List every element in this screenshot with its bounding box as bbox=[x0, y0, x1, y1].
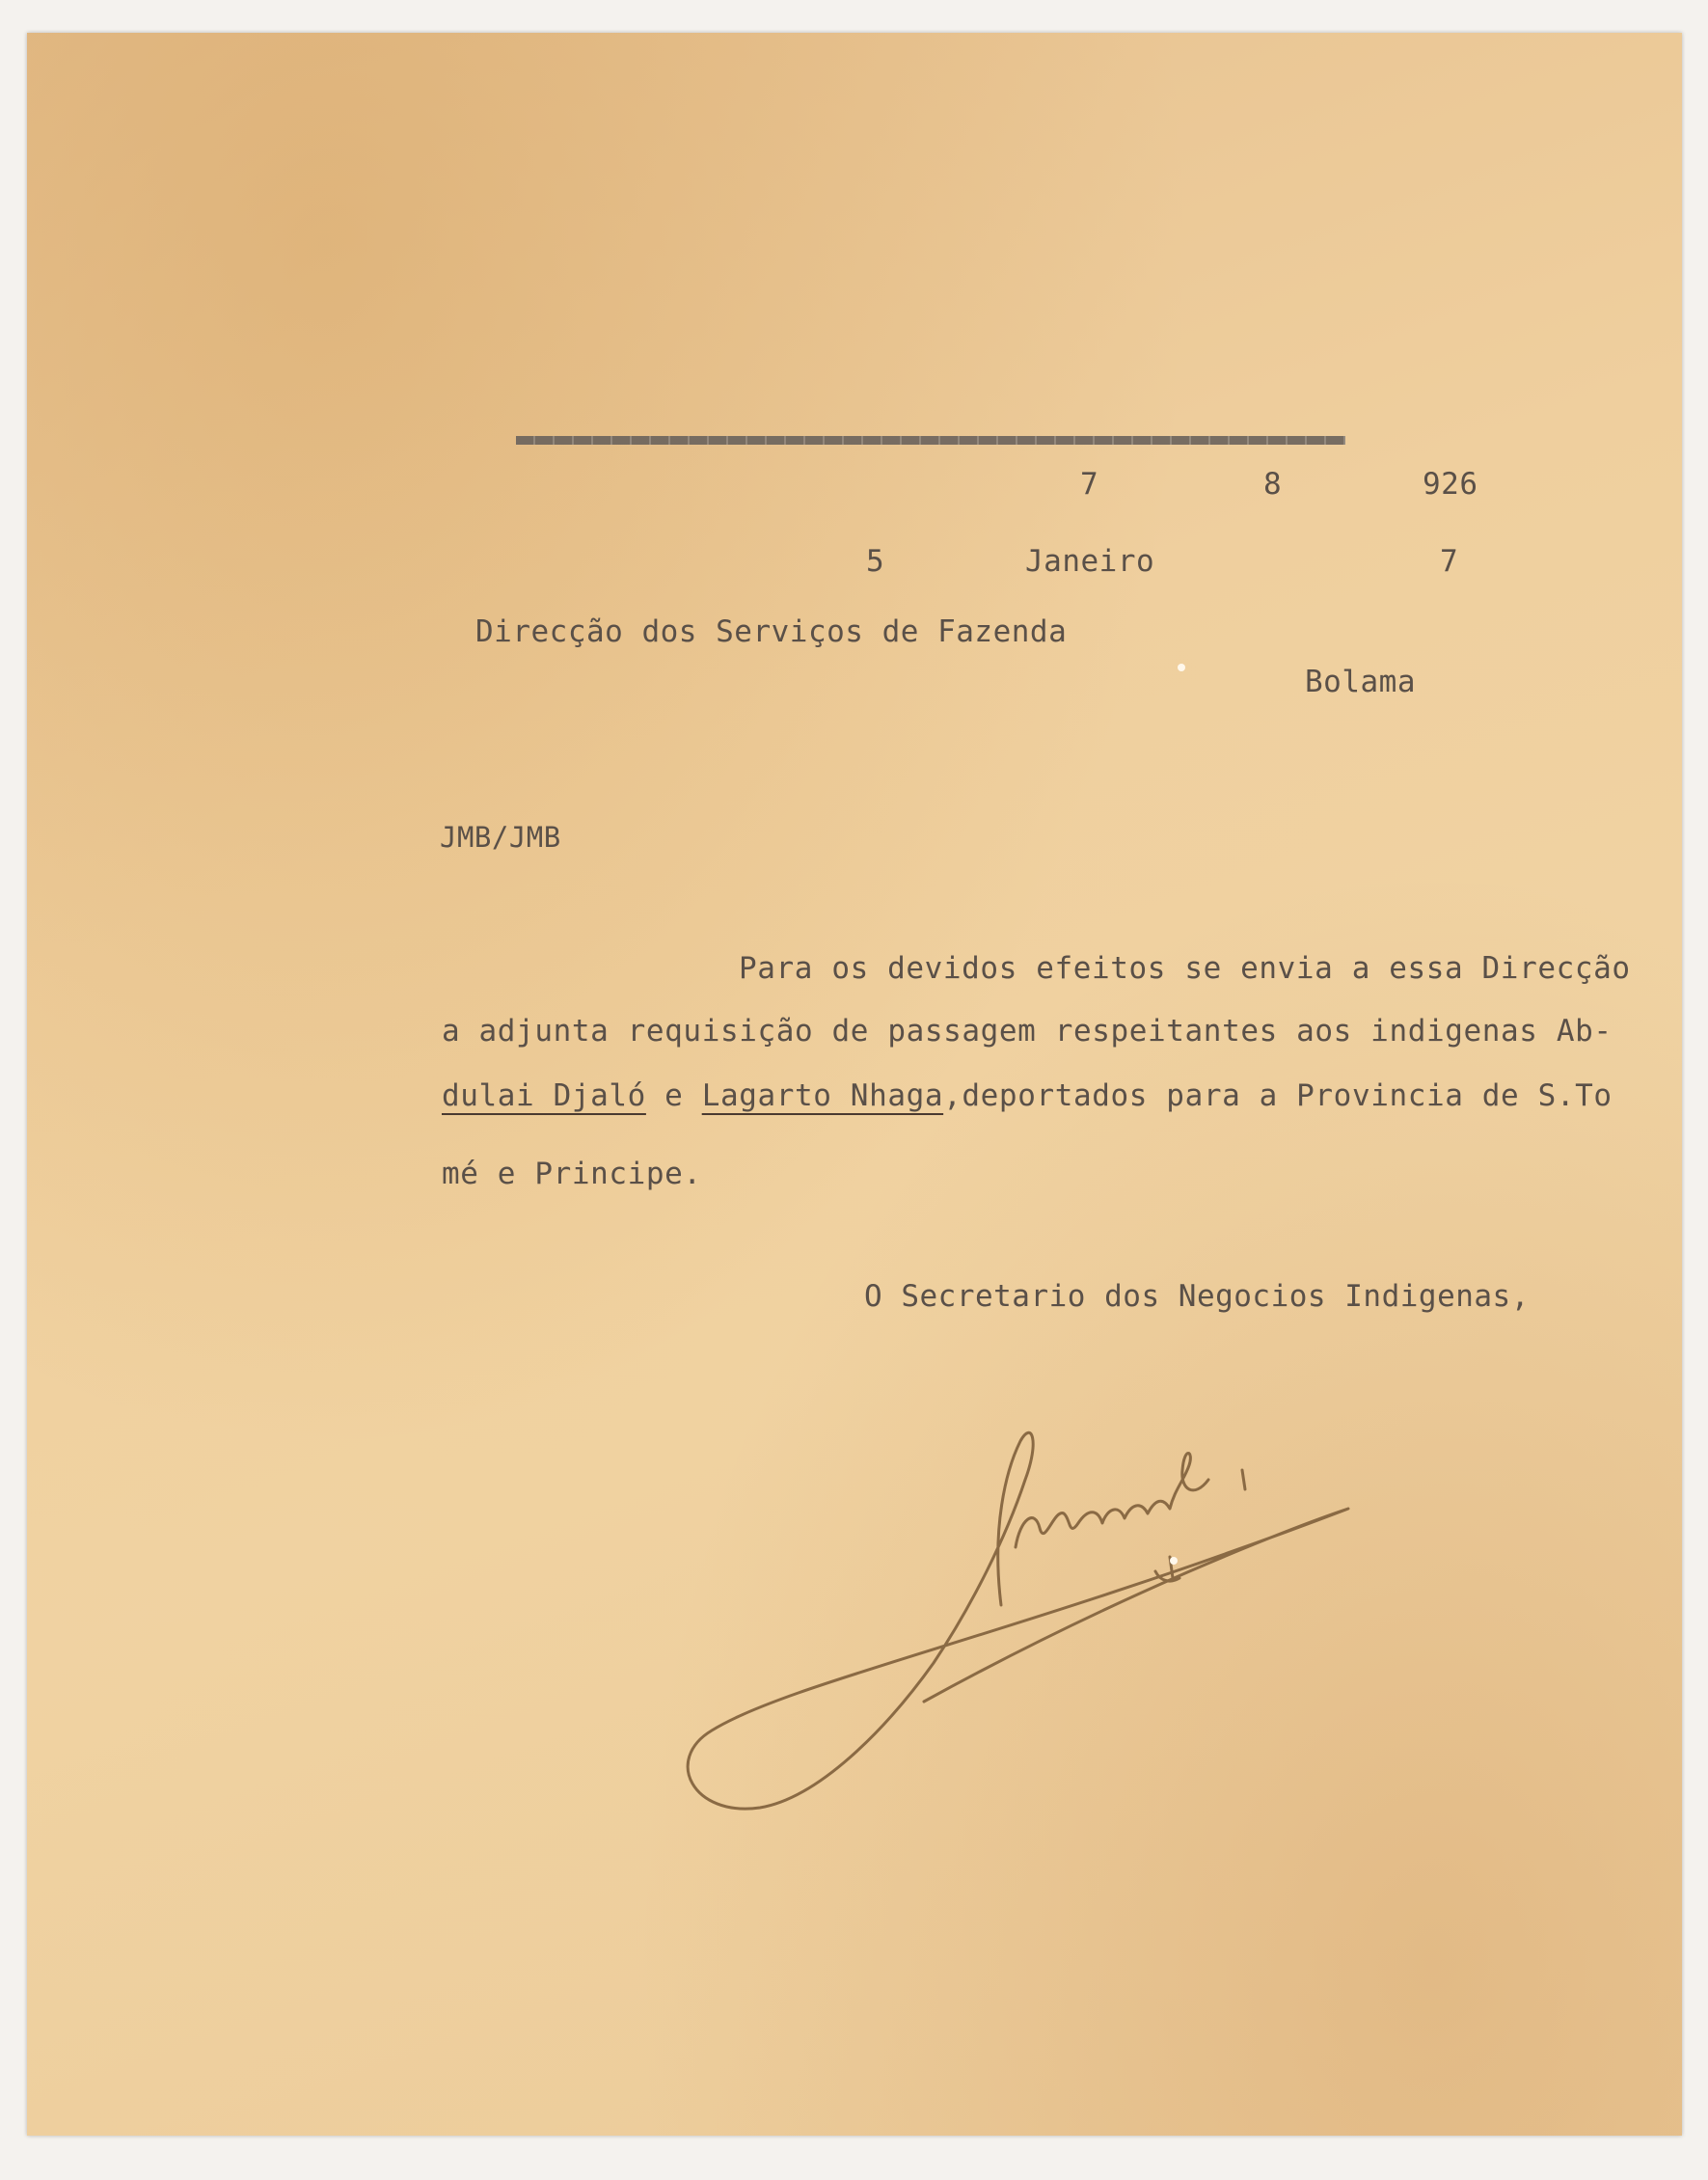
header-rule bbox=[516, 436, 1345, 445]
date-year: 7 bbox=[1440, 544, 1459, 579]
recipient-name: Direcção dos Serviços de Fazenda bbox=[475, 614, 1068, 649]
date-day: 5 bbox=[866, 544, 885, 579]
signature-graphic bbox=[673, 1412, 1387, 1827]
date-month: Janeiro bbox=[1025, 544, 1155, 579]
paper-speck bbox=[1178, 664, 1185, 671]
name-abdulai: dulai Djaló bbox=[442, 1078, 646, 1113]
recipient-place: Bolama bbox=[1305, 665, 1416, 699]
ref-month: 8 bbox=[1263, 467, 1283, 502]
conjunction: e bbox=[645, 1078, 702, 1113]
body-line-2: a adjunta requisição de passagem respeitantes aos indigenas Ab- bbox=[442, 1014, 1613, 1049]
name-lagarto: Lagarto Nhaga bbox=[701, 1078, 944, 1113]
document-page bbox=[27, 33, 1682, 2136]
body-line-3-rest: ,deportados para a Provincia de S.To bbox=[943, 1078, 1613, 1113]
paper-speck bbox=[1170, 1557, 1178, 1565]
ref-year: 926 bbox=[1423, 467, 1478, 502]
body-line-3 bbox=[442, 1078, 1613, 1113]
body-line-1: Para os devidos efeitos se envia a essa Direcção bbox=[739, 951, 1631, 986]
reference-code: JMB/JMB bbox=[440, 821, 561, 854]
closing-title: O Secretario dos Negocios Indigenas, bbox=[864, 1279, 1530, 1314]
ref-day: 7 bbox=[1080, 467, 1099, 502]
body-line-4: mé e Principe. bbox=[442, 1157, 702, 1191]
